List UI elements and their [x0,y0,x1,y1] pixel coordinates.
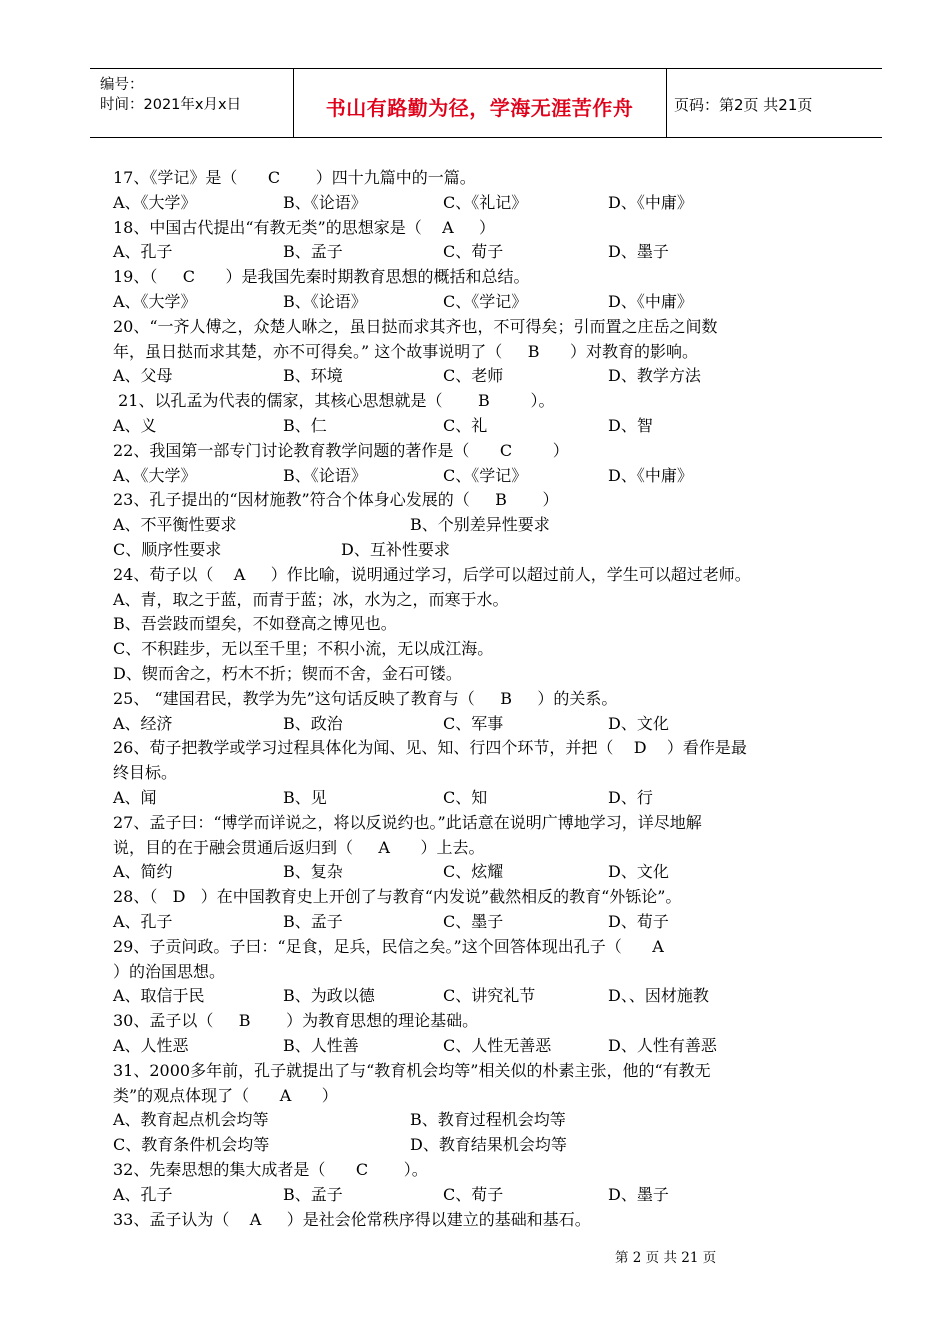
question-stem: 31、2000多年前，孔子就提出了与“教育机会均等”相关似的朴素主张，他的“有教无 [113,1060,711,1080]
answer-option: A、孔子 [113,242,173,262]
answer-option: C、墨子 [443,912,504,931]
header-motto: 书山有路勤为径，学海无涯苦作舟 [325,96,634,120]
answer-option: B、见 [283,788,327,807]
question-stem: 33、孟子认为（ A ）是社会伦常秩序得以建立的基础和基石。 [113,1209,591,1229]
question-stem: 27、孟子曰：“博学而详说之，将以反说约也。”此话意在说明广博地学习，详尽地解 [113,812,702,832]
answer-option: A、教育起点机会均等 [113,1110,269,1130]
answer-option: B、《论语》 [283,465,367,485]
serial-label: 编号： [100,77,144,93]
answer-option: C、荀子 [443,1184,504,1204]
answer-option: A、人性恶 [113,1036,189,1055]
answer-option: A、父母 [113,366,173,386]
question-stem: 21、以孔孟为代表的儒家，其核心思想就是（ B ）。 [113,391,555,411]
question-stem: 23、孔子提出的“因材施教”符合个体身心发展的（ B ） [113,490,559,510]
question-stem: 17、《学记》是（ C ）四十九篇中的一篇。 [113,168,476,187]
answer-option: D、锲而舍之，朽木不折；锲而不舍，金石可镂。 [113,664,462,683]
question-stem: 25、 “建国君民，教学为先”这句话反映了教育与（ B ）的关系。 [113,688,618,708]
question-stem: 30、孟子以（ B ）为教育思想的理论基础。 [113,1011,479,1031]
answer-option: A、取信于民 [113,986,205,1006]
answer-option: D、《中庸》 [608,292,693,311]
answer-option: C、《学记》 [443,292,528,311]
question-stem: 24、荀子以（ A ）作比喻，说明通过学习，后学可以超过前人，学生可以超过老师。 [113,564,751,584]
answer-option: C、《礼记》 [443,192,528,212]
answer-option: B、政治 [283,713,343,733]
answer-option: B、环境 [283,366,343,386]
answer-option: D、行 [608,788,653,807]
answer-option: A、简约 [113,862,173,882]
question-stem: 18、中国古代提出“有教无类”的思想家是（ A ） [113,217,496,237]
answer-option: A、《大学》 [113,292,197,311]
answer-option: C、《学记》 [443,465,528,485]
answer-option: D、墨子 [608,242,669,262]
answer-option: A、孔子 [113,1184,173,1204]
question-stem: 年，虽日挞而求其楚，亦不可得矣。” 这个故事说明了（ B ）对教育的影响。 [113,341,698,361]
question-stem: 终目标。 [113,763,178,783]
question-stem: 32、先秦思想的集大成者是（ C ）。 [113,1160,428,1179]
answer-option: C、顺序性要求 [113,540,222,559]
answer-option: B、复杂 [283,862,343,882]
question-stem: 28、（ D ）在中国教育史上开创了与教育“内发说”截然相反的教育“外铄论”。 [113,887,682,907]
answer-option: B、吾尝跂而望矣，不如登高之博见也。 [113,614,397,634]
answer-option: A、《大学》 [113,465,197,485]
answer-option: C、不积跬步，无以至千里；不积小流，无以成江海。 [113,639,494,659]
header-page-cell [666,69,882,137]
answer-option: D、、因材施教 [608,986,709,1006]
answer-option: B、仁 [283,416,327,435]
question-stem: 说，目的在于融会贯通后返归到（ A ）上去。 [113,837,485,857]
answer-option: C、讲究礼节 [443,986,536,1006]
answer-option: B、孟子 [283,242,343,262]
answer-option: C、荀子 [443,242,504,262]
answer-option: D、人性有善恶 [608,1036,717,1055]
answer-option: D、互补性要求 [341,540,450,559]
answer-option: D、教学方法 [608,366,701,386]
question-stem: 26、荀子把教学或学习过程具体化为闻、见、知、行四个环节，并把（ D ）看作是最 [113,738,747,758]
answer-option: B、人性善 [283,1036,359,1055]
answer-option: C、教育条件机会均等 [113,1135,270,1155]
answer-option: A、闻 [113,788,157,807]
header-motto-cell [293,69,667,137]
answer-option: B、个别差异性要求 [410,515,550,535]
answer-option: A、不平衡性要求 [113,515,237,535]
question-stem: 20、“一齐人傅之，众楚人咻之，虽日挞而求其齐也，不可得矣；引而置之庄岳之间数 [113,316,718,336]
question-stem: 类”的观点体现了（ A ） [113,1085,338,1105]
answer-option: A、经济 [113,713,173,733]
answer-option: A、义 [113,416,157,435]
answer-option: C、知 [443,788,488,807]
answer-option: C、老师 [443,366,504,386]
answer-option: D、文化 [608,713,669,733]
answer-option: D、《中庸》 [608,192,693,212]
answer-option: A、孔子 [113,912,173,931]
question-stem: ）的治国思想。 [113,961,226,981]
page-header [90,68,882,138]
answer-option: D、教育结果机会均等 [410,1135,567,1155]
answer-option: C、礼 [443,416,488,435]
answer-option: C、人性无善恶 [443,1036,552,1055]
answer-option: D、荀子 [608,912,669,931]
time-label: 时间：2021年x月x日 [100,97,242,113]
answer-option: D、文化 [608,862,669,882]
question-stem: 22、我国第一部专门讨论教育教学问题的著作是（ C ） [113,440,569,460]
answer-option: D、《中庸》 [608,465,693,485]
question-stem: 19、（ C ）是我国先秦时期教育思想的概括和总结。 [113,267,530,287]
answer-option: C、军事 [443,713,504,733]
answer-option: C、炫耀 [443,862,504,882]
answer-option: A、青，取之于蓝，而青于蓝；冰，水为之，而寒于水。 [113,589,509,609]
answer-option: B、《论语》 [283,192,367,212]
header-page-info: 页码：第2页 共21页 [674,96,813,114]
header-meta-cell [90,69,294,137]
page-footer: 第 2 页 共 21 页 [615,1250,717,1266]
answer-option: D、智 [608,416,653,435]
answer-option: B、教育过程机会均等 [410,1110,566,1130]
answer-option: D、墨子 [608,1184,669,1204]
answer-option: B、孟子 [283,1184,343,1204]
answer-option: B、孟子 [283,912,343,931]
answer-option: B、为政以德 [283,986,375,1006]
answer-option: A、《大学》 [113,192,197,212]
answer-option: B、《论语》 [283,292,367,311]
question-stem: 29、子贡问政。子曰：“足食，足兵，民信之矣。”这个回答体现出孔子（ A [113,936,664,956]
